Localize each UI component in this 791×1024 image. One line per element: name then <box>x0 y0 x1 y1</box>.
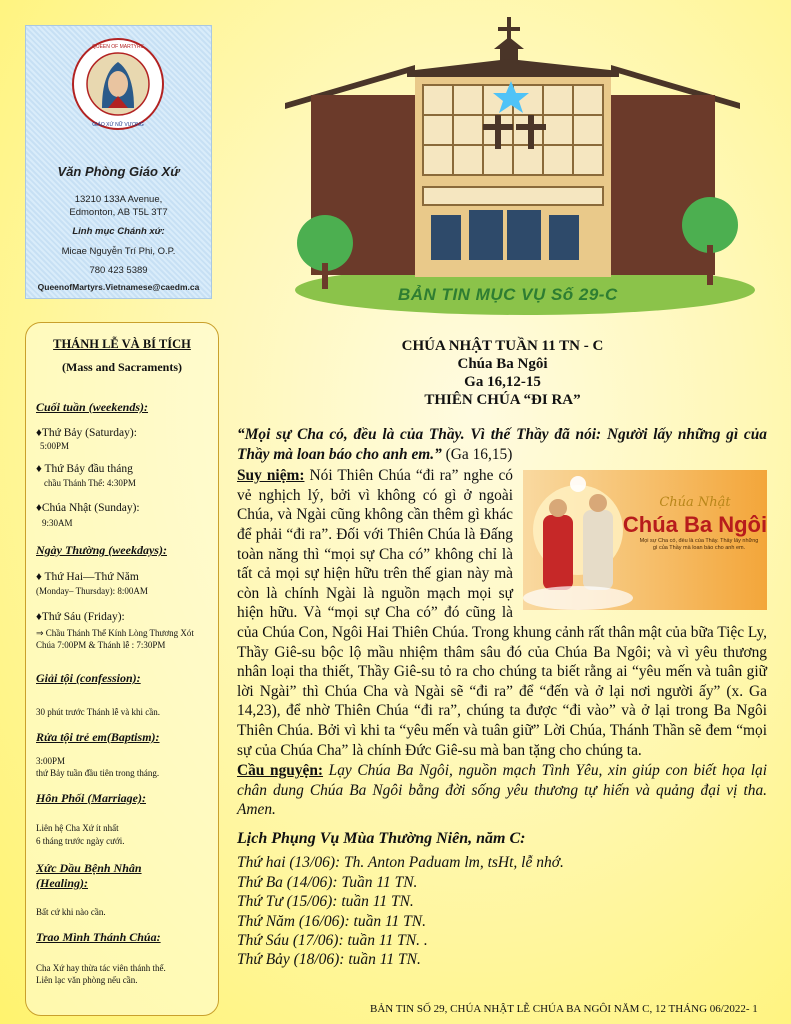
heading-feast: Chúa Ba Ngôi <box>457 356 548 372</box>
parish-info-box <box>25 25 212 299</box>
reflection-label: Suy niệm: <box>237 467 305 485</box>
address-line-1: 13210 133A Avenue, <box>74 194 163 205</box>
sunday-label: ♦Chúa Nhật (Sunday): <box>36 502 140 514</box>
schedule-item: Thứ Năm (16/06): tuần 11 TN. <box>237 912 427 930</box>
svg-text:QUEEN OF MARTYRS: QUEEN OF MARTYRS <box>92 44 144 50</box>
schedule-item: Thứ Sáu (17/06): tuần 11 TN. . <box>237 932 428 950</box>
baptism-time: 3:00PM <box>36 756 66 766</box>
trinity-image <box>523 470 767 610</box>
tree-icon <box>297 215 353 271</box>
healing-heading-1: Xức Dầu Bệnh Nhân <box>36 861 142 875</box>
communion-detail-2: Liên lạc văn phòng nếu cần. <box>36 975 138 985</box>
confession-detail: 30 phút trước Thánh lễ và khi cần. <box>36 707 160 717</box>
prayer-label: Cầu nguyện: <box>237 762 324 780</box>
first-saturday-detail: chầu Thánh Thể: 4:30PM <box>44 478 136 488</box>
address-line-2: Edmonton, AB T5L 3T7 <box>69 207 168 218</box>
image-title-small: Chúa Nhật <box>659 495 731 511</box>
baptism-heading: Rửa tội trẻ em(Baptism): <box>36 730 160 744</box>
saturday-time: 5:00PM <box>40 441 70 451</box>
schedule-item: Thứ Bảy (18/06): tuần 11 TN. <box>237 951 421 969</box>
confession-heading: Giải tội (confession): <box>36 671 141 685</box>
phone: 780 423 5389 <box>89 265 148 276</box>
marriage-heading: Hôn Phối (Marriage): <box>36 791 147 805</box>
schedule-item: Thứ hai (13/06): Th. Anton Paduam lm, tsHt, lễ nhớ. <box>237 854 564 872</box>
mass-sacraments-sidebar <box>25 322 219 1016</box>
gospel-quote-ref: (Ga 16,15) <box>441 445 513 463</box>
church-illustration <box>285 15 770 320</box>
mon-thu-label: ♦ Thứ Hai—Thứ Năm <box>36 571 139 583</box>
bulletin-banner: BẢN TIN MỤC VỤ Số 29-C <box>398 285 618 304</box>
weekend-heading: Cuối tuần (weekends): <box>36 400 149 414</box>
reflection-text: Nói Thiên Chúa “đi ra” nghe có vẻ nghịch lý, bởi vì không có gì ở ngoài Chúa, và Ngài cũng không cần thêm gì khác để phải “đi ra”. Đối với Thiên Chúa là Đấng toàn năng thì “mọi sự Cha có” không chỉ là tất cả mọi sự hiện hữu trên thế gian này mà còn là chính Ngài là nguồn mạch mọi sự hiện hữu. Và “mọi sự Cha có” đó cũng là của Chúa Con, Ngôi Hai Thiên Chúa. Trong khung cảnh rất thân mật của bữa Tiệc Ly, Thầy Giê-su bộc lộ mầu nhiệm thâm sâu đó của Chúa Ba Ngôi; và vì yêu thương nhân loại tha thiết, Thầy Giê-su tỏ ra cho chúng ta biết rằng ai “yêu mến và tuân giữ lời Ngài” thì Chúa Cha và Ngài sẽ “đi ra” để “đến và ở lại nơi người ấy” (x. Ga 14,23), để nhờ Thiên Chúa “đi ra”, chúng ta được “đi vào” và ở lại trong Ba Ngôi Thiên Chúa. Bởi vì khi ta “yêu mến và tuân giữ” Lời Chúa, Thánh Thần sẽ đem “mọi sự của Chúa Cha” là chính Đức Giê-su mà ban tặng cho chúng ta. <box>237 467 767 759</box>
marriage-detail-1: Liên hệ Cha Xứ ít nhất <box>36 823 119 833</box>
friday-label: ♦Thứ Sáu (Friday): <box>36 611 125 623</box>
marriage-detail-2: 6 tháng trước ngày cưới. <box>36 836 125 846</box>
saturday-label: ♦Thứ Bảy (Saturday): <box>36 427 137 439</box>
liturgical-schedule <box>237 829 767 970</box>
heading-sunday: CHÚA NHẬT TUẦN 11 TN - C <box>401 338 604 354</box>
communion-detail-1: Cha Xứ hay thừa tác viên thánh thể. <box>36 963 166 973</box>
sidebar-title: THÁNH LỄ VÀ BÍ TÍCH <box>53 337 191 351</box>
sidebar-subtitle: (Mass and Sacraments) <box>62 360 182 374</box>
friday-detail: ⇒ Chầu Thánh Thể Kính Lòng Thương Xót Chúa 7:00PM & Thánh lễ : 7:30PM <box>36 628 194 650</box>
healing-detail: Bất cứ khi nào cần. <box>36 907 106 917</box>
weekday-heading: Ngày Thường (weekdays): <box>36 543 167 557</box>
reflection-body <box>237 425 767 820</box>
sunday-time: 9:30AM <box>42 518 73 528</box>
pastor-label: Linh mục Chánh xứ: <box>72 226 165 237</box>
schedule-item: Thứ Ba (14/06): Tuần 11 TN. <box>237 873 418 891</box>
pastor-name: Micae Nguyễn Trí Phi, O.P. <box>61 246 176 257</box>
mon-thu-detail: (Monday– Thursday): 8:00AM <box>36 586 148 596</box>
office-title: Văn Phòng Giáo Xứ <box>57 164 180 179</box>
image-title-big: Chúa Ba Ngôi <box>622 512 767 538</box>
heading-theme: THIÊN CHÚA “ĐI RA” <box>424 392 581 408</box>
parish-seal-logo <box>72 38 164 130</box>
first-saturday-label: ♦ Thứ Bảy đầu tháng <box>36 463 133 475</box>
svg-text:GIÁO XỨ NỮ VƯƠNG: GIÁO XỨ NỮ VƯƠNG <box>92 122 144 128</box>
gospel-quote: “Mọi sự Cha có, đều là của Thầy. Vì thế Thầy đã nói: Người lấy những gì của Thầy mà loan báo cho anh em.” <box>237 426 767 463</box>
schedule-title: Lịch Phụng Vụ Mùa Thường Niên, năm C: <box>237 830 526 847</box>
baptism-detail: thứ Bảy tuần đầu tiên trong tháng. <box>36 768 160 778</box>
prayer-text: Lạy Chúa Ba Ngôi, nguồn mạch Tình Yêu, xin giúp con biết họa lại chân dung Chúa Ba Ngôi bằng đời sống yêu thương tự hiến và quảng đại vị tha. Amen. <box>237 762 767 819</box>
communion-heading: Trao Mình Thánh Chúa: <box>36 930 161 944</box>
healing-heading-2: (Healing): <box>36 876 88 890</box>
email-link[interactable]: QueenofMartyrs.Vietnamese@caedm.ca <box>37 282 200 292</box>
heading-gospel-ref: Ga 16,12-15 <box>464 374 541 390</box>
image-caption: Mọi sự Cha có, đều là của Thầy. Thầy lấy những gì của Thầy mà loan báo cho anh em. <box>639 538 759 551</box>
page-footer: BẢN TIN SỐ 29, CHÚA NHẬT LỄ CHÚA BA NGÔI NĂM C, 12 THÁNG 06/2022- 1 <box>370 1003 758 1015</box>
schedule-item: Thứ Tư (15/06): tuần 11 TN. <box>237 893 414 911</box>
